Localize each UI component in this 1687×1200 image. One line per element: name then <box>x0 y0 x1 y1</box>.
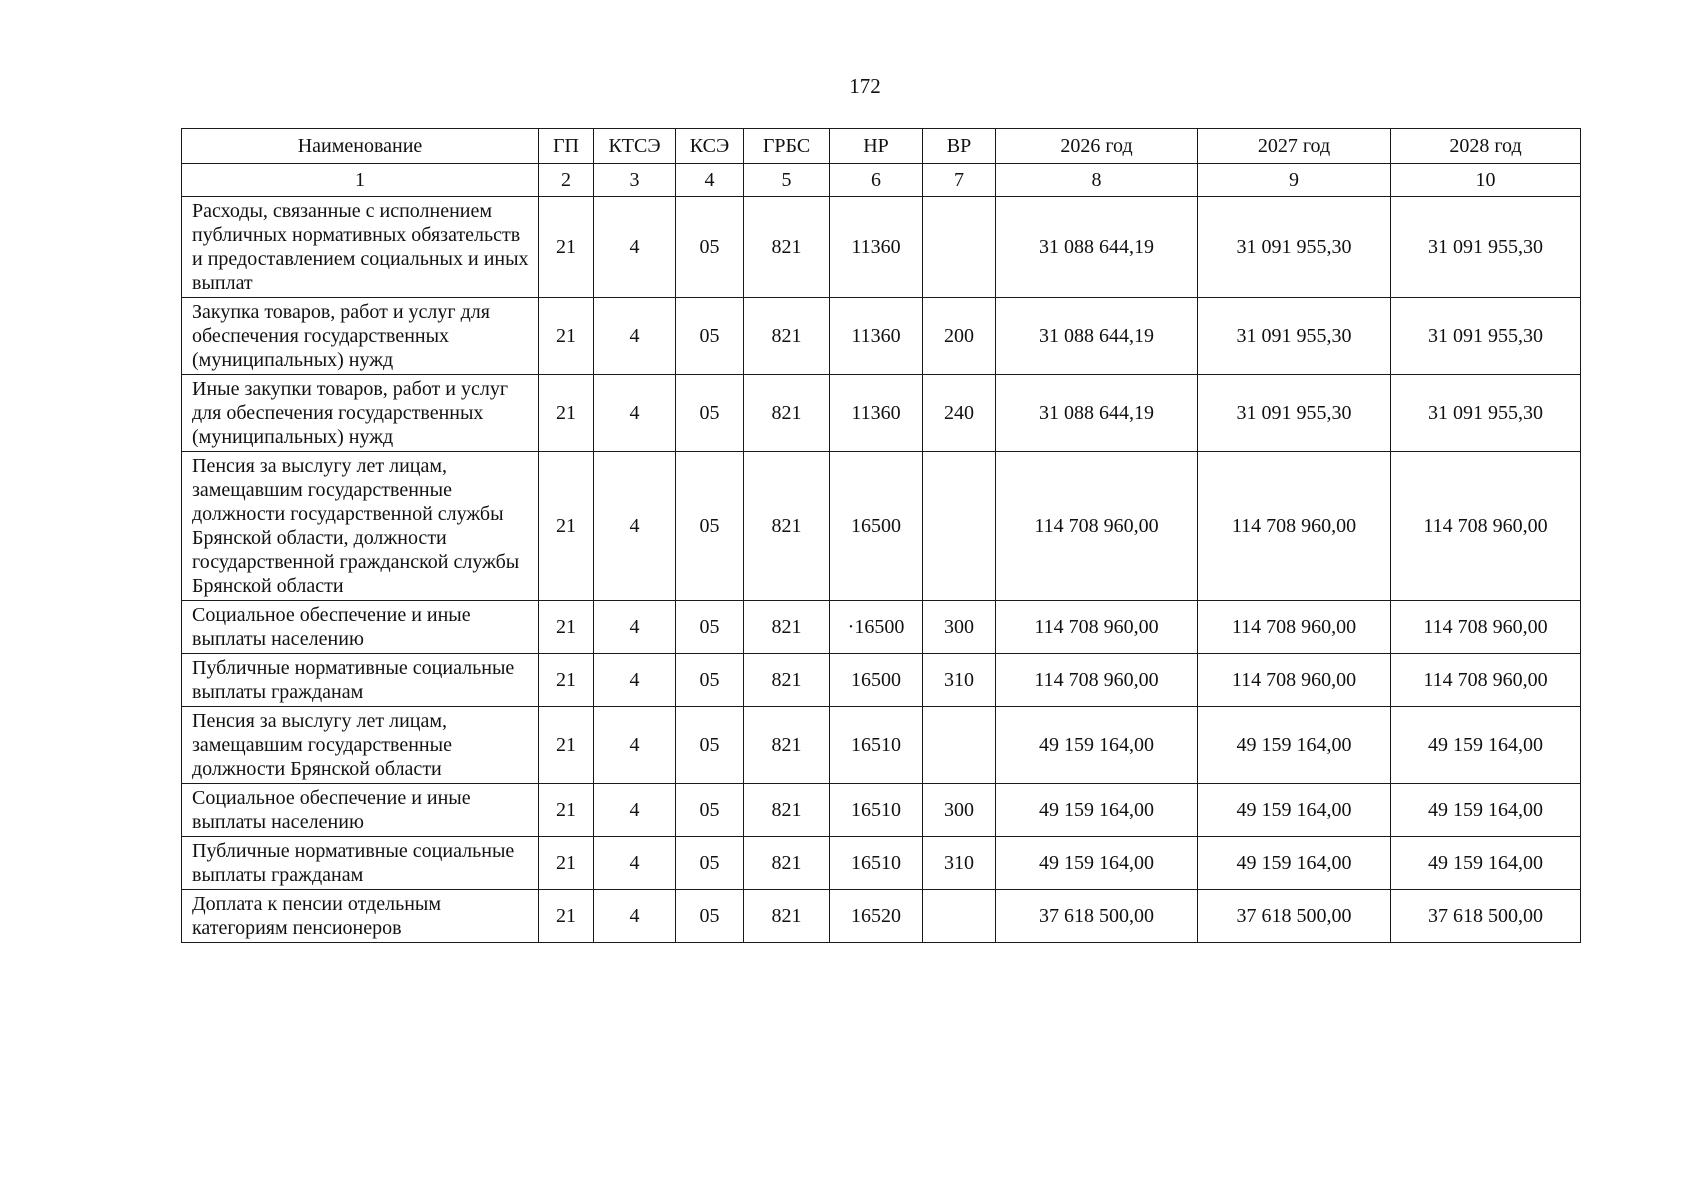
row-amount-2028: 114 708 960,00 <box>1391 601 1581 654</box>
row-amount-2027: 31 091 955,30 <box>1198 298 1391 375</box>
column-number: 9 <box>1198 164 1391 197</box>
row-kse: 05 <box>676 298 744 375</box>
row-kse: 05 <box>676 197 744 298</box>
row-nr: 11360 <box>830 197 923 298</box>
row-kse: 05 <box>676 601 744 654</box>
row-nr: 16500 <box>830 452 923 601</box>
row-amount-2027: 49 159 164,00 <box>1198 784 1391 837</box>
row-name: Пенсия за выслугу лет лицам, замещавшим государственные должности государственной службы Брянской области, должности государственной гражданской службы Брянской области <box>182 452 539 601</box>
row-ktse: 4 <box>594 784 676 837</box>
row-amount-2026: 37 618 500,00 <box>996 890 1198 943</box>
row-name: Доплата к пенсии отдельным категориям пенсионеров <box>182 890 539 943</box>
row-grbs: 821 <box>744 707 830 784</box>
row-amount-2028: 49 159 164,00 <box>1391 784 1581 837</box>
row-name: Расходы, связанные с исполнением публичных нормативных обязательств и предоставлением социальных и иных выплат <box>182 197 539 298</box>
header-2026: 2026 год <box>996 129 1198 164</box>
row-name: Публичные нормативные социальные выплаты гражданам <box>182 654 539 707</box>
table-row <box>182 452 1581 601</box>
table-row <box>182 375 1581 452</box>
row-gp: 21 <box>539 837 594 890</box>
row-amount-2027: 31 091 955,30 <box>1198 197 1391 298</box>
row-gp: 21 <box>539 707 594 784</box>
row-grbs: 821 <box>744 298 830 375</box>
row-amount-2026: 31 088 644,19 <box>996 375 1198 452</box>
row-amount-2028: 37 618 500,00 <box>1391 890 1581 943</box>
row-grbs: 821 <box>744 890 830 943</box>
row-vr <box>923 707 996 784</box>
row-amount-2028: 31 091 955,30 <box>1391 197 1581 298</box>
row-grbs: 821 <box>744 197 830 298</box>
table-row <box>182 890 1581 943</box>
header-ktse: КТСЭ <box>594 129 676 164</box>
row-gp: 21 <box>539 654 594 707</box>
row-ktse: 4 <box>594 298 676 375</box>
table-row <box>182 654 1581 707</box>
row-amount-2026: 114 708 960,00 <box>996 654 1198 707</box>
column-number-row <box>182 164 1581 197</box>
row-gp: 21 <box>539 890 594 943</box>
row-vr: 300 <box>923 601 996 654</box>
table-row <box>182 837 1581 890</box>
row-ktse: 4 <box>594 601 676 654</box>
column-number: 8 <box>996 164 1198 197</box>
budget-table <box>181 128 1581 943</box>
row-amount-2027: 114 708 960,00 <box>1198 601 1391 654</box>
row-amount-2027: 114 708 960,00 <box>1198 654 1391 707</box>
row-grbs: 821 <box>744 837 830 890</box>
row-amount-2027: 114 708 960,00 <box>1198 452 1391 601</box>
row-amount-2027: 49 159 164,00 <box>1198 837 1391 890</box>
row-nr: 16510 <box>830 707 923 784</box>
column-number: 7 <box>923 164 996 197</box>
row-nr: 16520 <box>830 890 923 943</box>
row-vr: 310 <box>923 837 996 890</box>
row-nr: 16510 <box>830 784 923 837</box>
row-gp: 21 <box>539 601 594 654</box>
row-amount-2026: 31 088 644,19 <box>996 298 1198 375</box>
row-nr: 11360 <box>830 375 923 452</box>
column-number: 2 <box>539 164 594 197</box>
table-row <box>182 707 1581 784</box>
row-amount-2028: 114 708 960,00 <box>1391 452 1581 601</box>
header-row <box>182 129 1581 164</box>
row-amount-2026: 31 088 644,19 <box>996 197 1198 298</box>
row-kse: 05 <box>676 707 744 784</box>
row-name: Иные закупки товаров, работ и услуг для обеспечения государственных (муниципальных) нужд <box>182 375 539 452</box>
row-amount-2028: 31 091 955,30 <box>1391 298 1581 375</box>
column-number: 10 <box>1391 164 1581 197</box>
row-vr: 240 <box>923 375 996 452</box>
row-amount-2026: 114 708 960,00 <box>996 601 1198 654</box>
row-ktse: 4 <box>594 452 676 601</box>
row-vr <box>923 197 996 298</box>
row-name: Пенсия за выслугу лет лицам, замещавшим государственные должности Брянской области <box>182 707 539 784</box>
row-vr: 200 <box>923 298 996 375</box>
row-kse: 05 <box>676 890 744 943</box>
header-2028: 2028 год <box>1391 129 1581 164</box>
row-amount-2028: 49 159 164,00 <box>1391 837 1581 890</box>
row-gp: 21 <box>539 452 594 601</box>
row-gp: 21 <box>539 784 594 837</box>
row-amount-2028: 114 708 960,00 <box>1391 654 1581 707</box>
table-row <box>182 601 1581 654</box>
header-nr: НР <box>830 129 923 164</box>
row-ktse: 4 <box>594 837 676 890</box>
row-nr: 11360 <box>830 298 923 375</box>
row-ktse: 4 <box>594 890 676 943</box>
row-vr: 300 <box>923 784 996 837</box>
row-name: Социальное обеспечение и иные выплаты населению <box>182 784 539 837</box>
row-ktse: 4 <box>594 654 676 707</box>
header-name: Наименование <box>182 129 539 164</box>
row-vr <box>923 890 996 943</box>
row-amount-2026: 49 159 164,00 <box>996 837 1198 890</box>
row-grbs: 821 <box>744 784 830 837</box>
row-amount-2026: 114 708 960,00 <box>996 452 1198 601</box>
row-gp: 21 <box>539 298 594 375</box>
row-amount-2027: 49 159 164,00 <box>1198 707 1391 784</box>
header-grbs: ГРБС <box>744 129 830 164</box>
row-vr: 310 <box>923 654 996 707</box>
row-nr: 16500 <box>830 654 923 707</box>
row-kse: 05 <box>676 654 744 707</box>
header-kse: КСЭ <box>676 129 744 164</box>
header-2027: 2027 год <box>1198 129 1391 164</box>
row-kse: 05 <box>676 375 744 452</box>
row-kse: 05 <box>676 784 744 837</box>
row-name: Публичные нормативные социальные выплаты гражданам <box>182 837 539 890</box>
column-number: 3 <box>594 164 676 197</box>
table-row <box>182 784 1581 837</box>
header-vr: ВР <box>923 129 996 164</box>
row-gp: 21 <box>539 375 594 452</box>
row-amount-2026: 49 159 164,00 <box>996 784 1198 837</box>
row-grbs: 821 <box>744 375 830 452</box>
table-row <box>182 298 1581 375</box>
column-number: 6 <box>830 164 923 197</box>
row-gp: 21 <box>539 197 594 298</box>
row-name: Социальное обеспечение и иные выплаты населению <box>182 601 539 654</box>
column-number: 5 <box>744 164 830 197</box>
row-amount-2027: 37 618 500,00 <box>1198 890 1391 943</box>
page-number: 172 <box>849 74 881 98</box>
row-nr: 16510 <box>830 837 923 890</box>
row-amount-2028: 31 091 955,30 <box>1391 375 1581 452</box>
row-grbs: 821 <box>744 654 830 707</box>
row-nr: ·16500 <box>830 601 923 654</box>
row-kse: 05 <box>676 452 744 601</box>
row-ktse: 4 <box>594 375 676 452</box>
row-vr <box>923 452 996 601</box>
row-grbs: 821 <box>744 452 830 601</box>
row-grbs: 821 <box>744 601 830 654</box>
row-ktse: 4 <box>594 707 676 784</box>
column-number: 4 <box>676 164 744 197</box>
row-name: Закупка товаров, работ и услуг для обеспечения государственных (муниципальных) нужд <box>182 298 539 375</box>
row-kse: 05 <box>676 837 744 890</box>
header-gp: ГП <box>539 129 594 164</box>
row-amount-2026: 49 159 164,00 <box>996 707 1198 784</box>
row-amount-2027: 31 091 955,30 <box>1198 375 1391 452</box>
row-amount-2028: 49 159 164,00 <box>1391 707 1581 784</box>
table-row <box>182 197 1581 298</box>
column-number: 1 <box>182 164 539 197</box>
row-ktse: 4 <box>594 197 676 298</box>
